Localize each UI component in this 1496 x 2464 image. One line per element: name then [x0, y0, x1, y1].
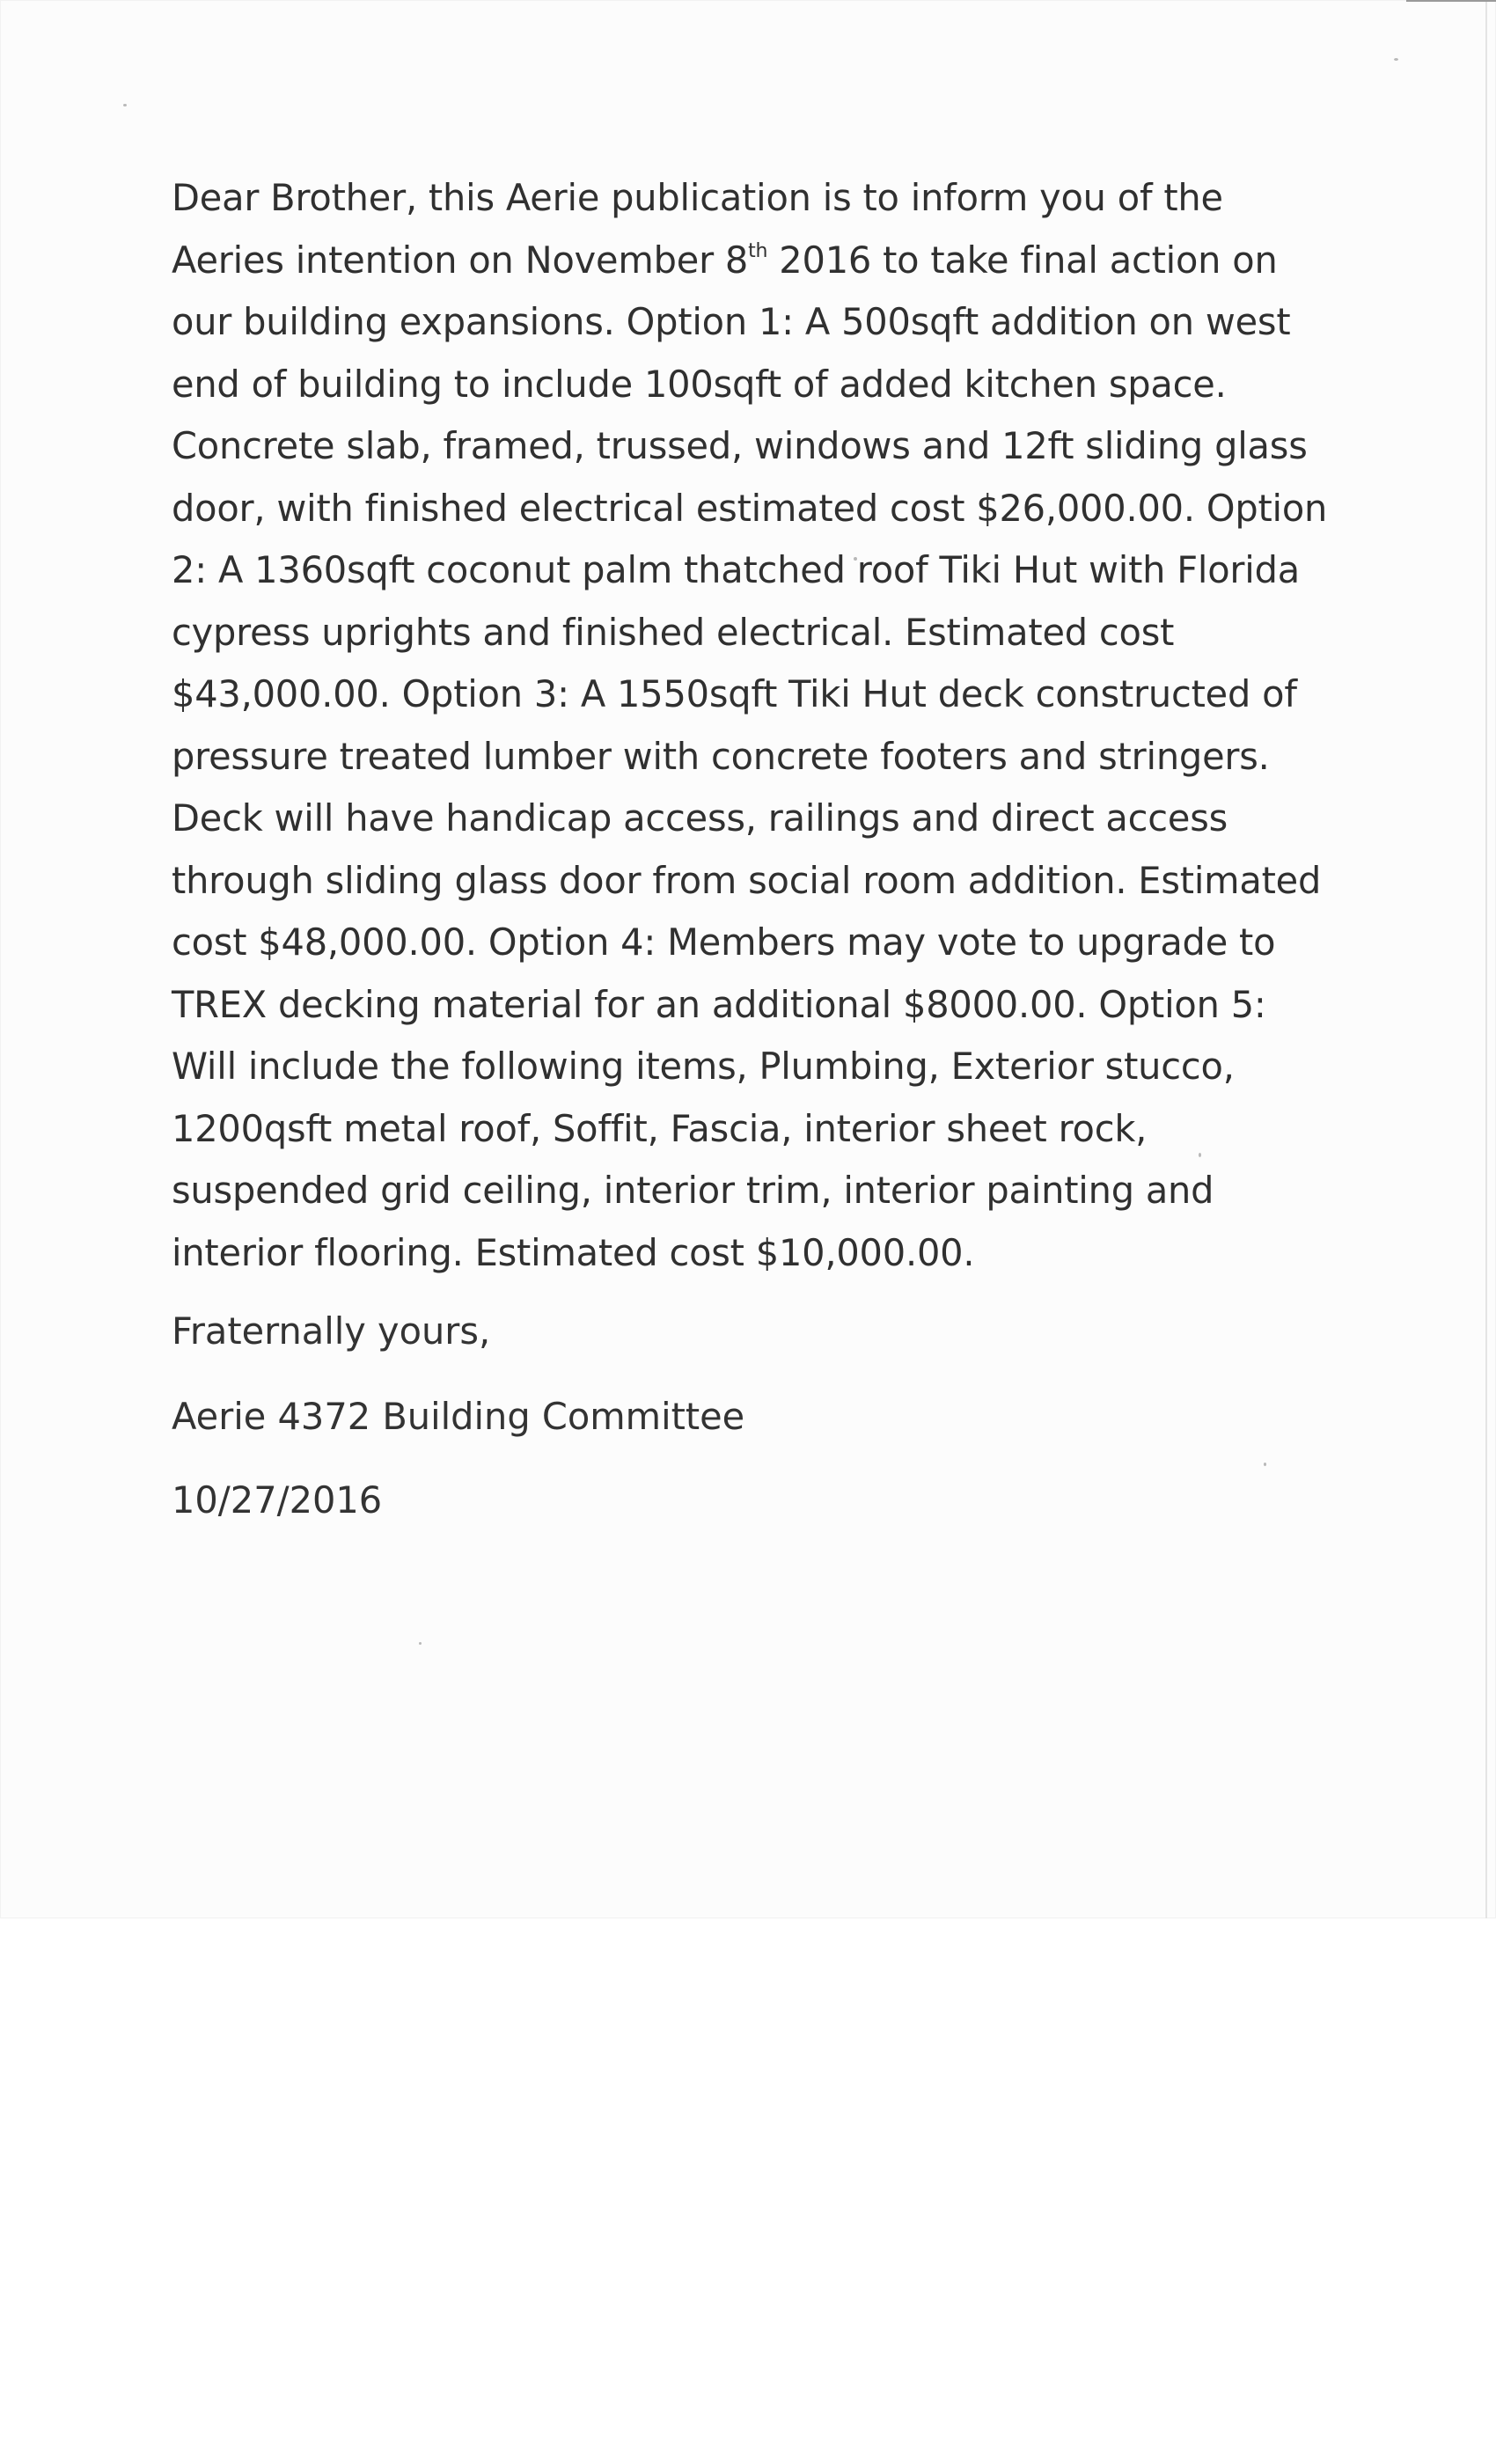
- letter-line: door, with finished electrical estimated cost $26,000.00. Option: [172, 486, 1328, 530]
- letter-line-start: Aeries intention on November 8: [172, 238, 749, 282]
- letter-line: Deck will have handicap access, railings and direct access: [172, 796, 1228, 840]
- letter-line: interior flooring. Estimated cost $10,000.00.: [172, 1230, 975, 1274]
- letter-line-end: 2016 to take final action on: [767, 238, 1278, 282]
- letter-line: cost $48,000.00. Option 4: Members may vote to upgrade to: [172, 920, 1276, 964]
- letter-line: end of building to include 100sqft of added kitchen space.: [172, 362, 1227, 406]
- letter-line: cypress uprights and finished electrical. Estimated cost: [172, 610, 1175, 654]
- letter-line: [172, 230, 1342, 292]
- letter-body: [172, 167, 1342, 1284]
- closing-salutation: Fraternally yours,: [172, 1309, 491, 1353]
- ordinal-suffix: th: [748, 239, 768, 262]
- letter-line: Dear Brother, this Aerie publication is to inform you of the: [172, 176, 1223, 219]
- letter-line: $43,000.00. Option 3: A 1550sqft Tiki Hut deck constructed of: [172, 672, 1297, 715]
- letter-line: 1200qsft metal roof, Soffit, Fascia, interior sheet rock,: [172, 1106, 1148, 1150]
- signature-committee: Aerie 4372 Building Committee: [172, 1395, 745, 1438]
- letter-date: 10/27/2016: [172, 1478, 383, 1522]
- letter-line: Will include the following items, Plumbing, Exterior stucco,: [172, 1045, 1235, 1088]
- scan-edge-right: [1485, 0, 1487, 1918]
- letter-line: Concrete slab, framed, trussed, windows and 12ft sliding glass: [172, 424, 1308, 467]
- scan-speck: [123, 104, 127, 106]
- letter-line: our building expansions. Option 1: A 500sqft addition on west: [172, 300, 1291, 343]
- scan-speck: [1394, 58, 1398, 61]
- letter-line: TREX decking material for an additional $8000.00. Option 5:: [172, 982, 1266, 1026]
- scan-speck: [419, 1642, 422, 1645]
- letter-line: through sliding glass door from social room addition. Estimated: [172, 858, 1322, 902]
- letter-line: pressure treated lumber with concrete footers and stringers.: [172, 734, 1270, 778]
- letter-line: suspended grid ceiling, interior trim, interior painting and: [172, 1169, 1214, 1212]
- scan-speck: [1264, 1463, 1266, 1466]
- scan-edge-top: [1406, 0, 1496, 2]
- letter-line: 2: A 1360sqft coconut palm thatched roof Tiki Hut with Florida: [172, 548, 1301, 591]
